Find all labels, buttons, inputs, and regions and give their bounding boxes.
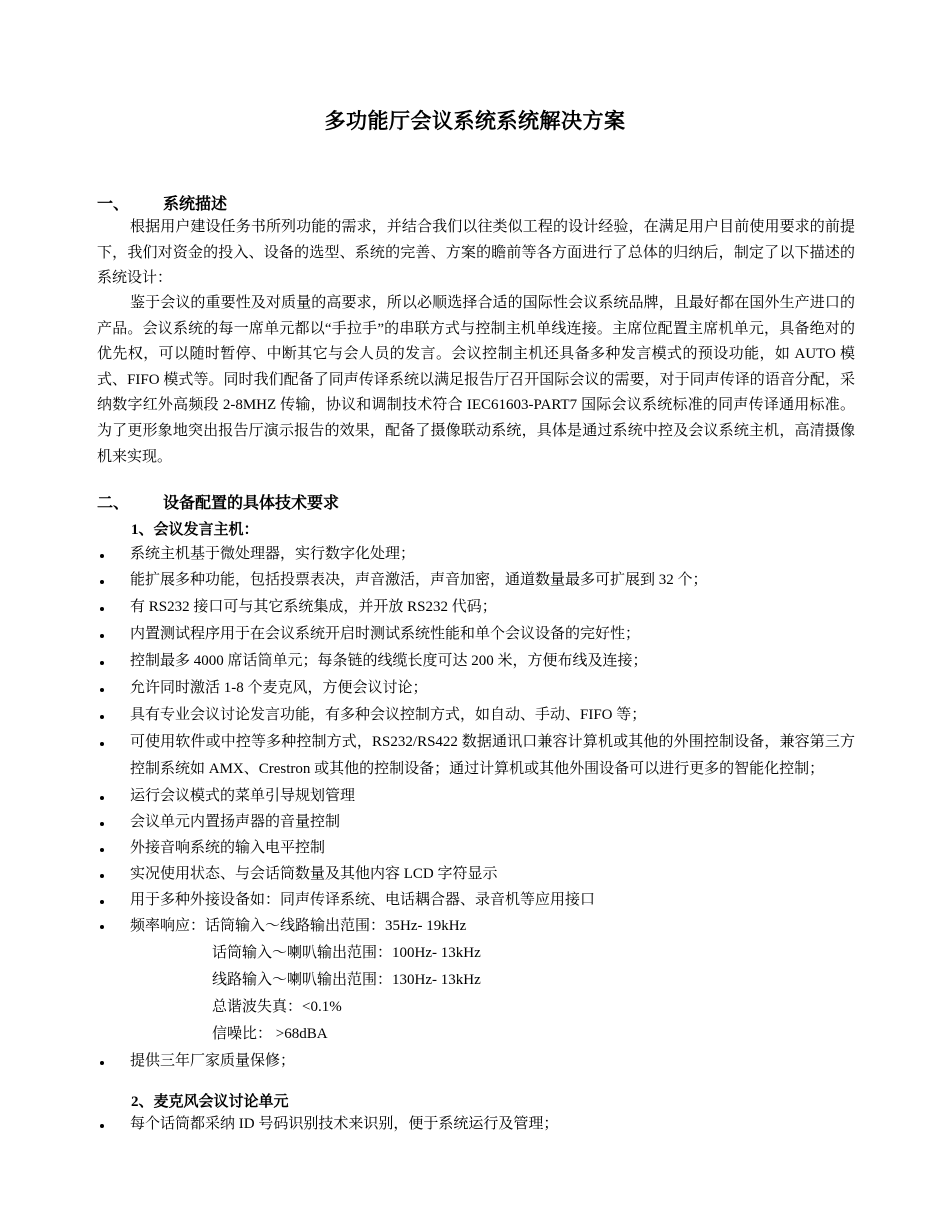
spec-line: 线路输入～喇叭输出范围：130Hz- 13kHz <box>212 972 481 988</box>
list-item: 外接音响系统的输入电平控制 <box>97 835 855 861</box>
list-item: 有 RS232 接口可与其它系统集成，并开放 RS232 代码； <box>97 594 855 621</box>
list-item: 运行会议模式的菜单引导规划管理 <box>97 783 855 809</box>
list-item: 控制最多 4000 席话筒单元；每条链的线缆长度可达 200 米，方便布线及连接； <box>97 648 855 675</box>
list-item: 内置测试程序用于在会议系统开启时测试系统性能和单个会议设备的完好性； <box>97 621 855 648</box>
spec-line: 话筒输入～喇叭输出范围：100Hz- 13kHz <box>212 945 481 961</box>
list-item: 提供三年厂家质量保修； <box>97 1048 855 1074</box>
section-number: 一、 <box>97 196 130 213</box>
list-item: 每个话筒都采纳 ID 号码识别技术来识别，便于系统运行及管理； <box>97 1111 855 1137</box>
bullet-list-conference-host <box>97 541 855 1074</box>
section-title: 系统描述 <box>163 196 228 213</box>
list-item: 实况使用状态、与会话筒数量及其他内容 LCD 字符显示 <box>97 861 855 887</box>
subsection-heading-conference-host: 1、会议发言主机： <box>131 522 259 538</box>
section-heading-equipment-requirements <box>97 490 339 513</box>
section-number: 二、 <box>97 495 130 512</box>
list-item: 能扩展多种功能，包括投票表决，声音激活，声音加密，通道数量最多可扩展到 32 个； <box>97 567 855 594</box>
list-item: 用于多种外接设备如：同声传译系统、电话耦合器、录音机等应用接口 <box>97 887 855 913</box>
list-item: 具有专业会议讨论发言功能，有多种会议控制方式，如自动、手动、FIFO 等； <box>97 702 855 729</box>
spec-line: 总谐波失真：<0.1% <box>212 999 342 1015</box>
section-heading-system-description <box>97 191 227 214</box>
document-title: 多功能厅会议系统系统解决方案 <box>324 109 626 133</box>
subsection-heading-microphone-unit: 2、麦克风会议讨论单元 <box>131 1094 289 1110</box>
list-item: 系统主机基于微处理器，实行数字化处理； <box>97 541 855 567</box>
list-item: 可使用软件或中控等多种控制方式，RS232/RS422 数据通讯口兼容计算机或其他的外围控制设备，兼容第三方控制系统如 AMX、Crestron 或其他的控制设备；通过计算机或其他外围设备可以进行更多的智能化控制； <box>97 729 855 783</box>
section-title: 设备配置的具体技术要求 <box>163 495 340 512</box>
spec-line: 信噪比： >68dBA <box>212 1026 328 1042</box>
bullet-list-microphone-unit <box>97 1111 855 1137</box>
list-item-frequency-response: 频率响应：话筒输入～线路输出范围：35Hz- 19kHz <box>97 913 855 940</box>
list-item: 会议单元内置扬声器的音量控制 <box>97 809 855 835</box>
paragraph: 根据用户建设任务书所列功能的需求，并结合我们以往类似工程的设计经验，在满足用户目前使用要求的前提下，我们对资金的投入、设备的选型、系统的完善、方案的瞻前等各方面进行了总体的归纳后，制定了以下描述的系统设计： <box>97 219 855 287</box>
list-item: 允许同时激活 1-8 个麦克风，方便会议讨论； <box>97 675 855 702</box>
paragraph: 鉴于会议的重要性及对质量的高要求，所以必顺选择合适的国际性会议系统品牌，且最好都在国外生产进口的产品。会议系统的每一席单元都以“手拉手”的串联方式与控制主机单线连接。主席位配置主席机单元，具备绝对的优先权，可以随时暂停、中断其它与会人员的发言。会议控制主机还具备多种发言模式的预设功能，如 AUTO 模式、FIFO 模式等。同时我们配备了同声传译系统以满足报告厅召开国际会议的需要，对于同声传译的语音分配，采纳数字红外高频段 2-8MHZ 传输，协议和调制技术符合 IEC61603-PART7 国际会议系统标准的同声传译通用标准。为了更形象地突出报告厅演示报告的效果，配备了摄像联动系统，具体是通过系统中控及会议系统主机，高清摄像机来实现。 <box>97 295 855 465</box>
